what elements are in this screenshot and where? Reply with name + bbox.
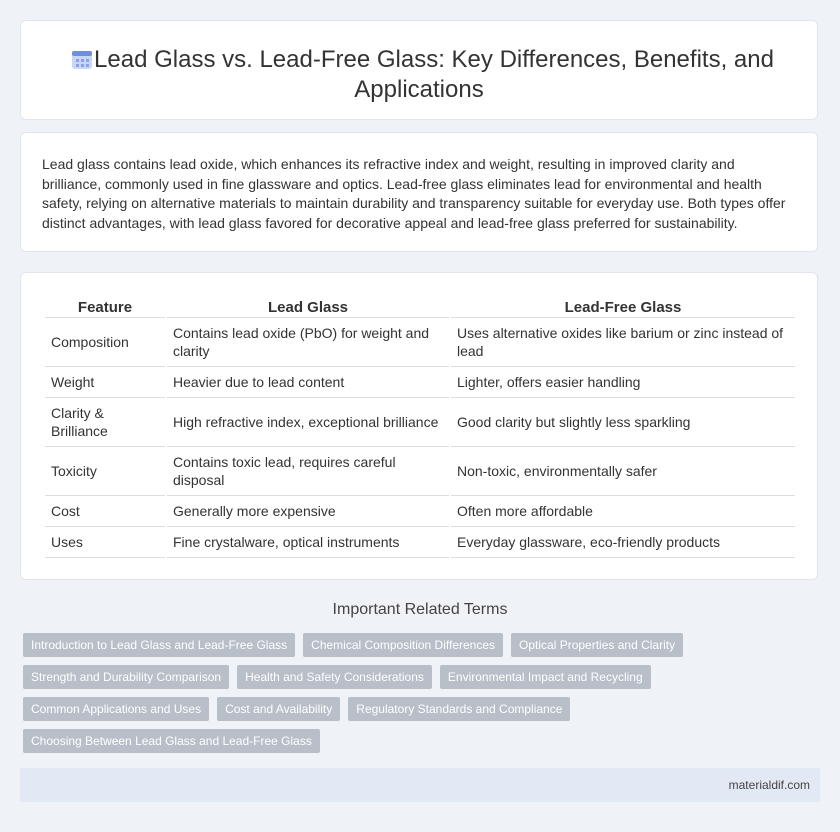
table-cell: Clarity & Brilliance xyxy=(45,398,165,447)
related-term-tag[interactable]: Cost and Availability xyxy=(217,697,340,721)
related-term-tag[interactable]: Introduction to Lead Glass and Lead-Free Glass xyxy=(23,633,295,657)
footer xyxy=(20,768,820,802)
table-cell: Heavier due to lead content xyxy=(167,367,449,398)
related-term-tag[interactable]: Optical Properties and Clarity xyxy=(511,633,683,657)
table-cell: Uses xyxy=(45,527,165,558)
related-term-tag[interactable]: Chemical Composition Differences xyxy=(303,633,503,657)
table-cell: Toxicity xyxy=(45,447,165,496)
table-cell: Composition xyxy=(45,318,165,367)
table-cell: Everyday glassware, eco-friendly products xyxy=(451,527,795,558)
related-term-tag[interactable]: Choosing Between Lead Glass and Lead-Free Glass xyxy=(23,729,320,753)
related-term-tag[interactable]: Regulatory Standards and Compliance xyxy=(348,697,570,721)
comparison-card xyxy=(20,272,818,580)
table-row xyxy=(45,398,795,447)
table-cell: Good clarity but slightly less sparkling xyxy=(451,398,795,447)
page-title-line1: Lead Glass vs. Lead-Free Glass: Key Differences, Benefits, and xyxy=(94,46,774,73)
related-term-tag[interactable]: Strength and Durability Comparison xyxy=(23,665,229,689)
table-cell: Lighter, offers easier handling xyxy=(451,367,795,398)
table-cell: Cost xyxy=(45,496,165,527)
page-title-line2: Applications xyxy=(354,76,484,103)
table-row xyxy=(45,496,795,527)
table-cell: High refractive index, exceptional brilliance xyxy=(167,398,449,447)
table-cell: Fine crystalware, optical instruments xyxy=(167,527,449,558)
related-term-tag[interactable]: Common Applications and Uses xyxy=(23,697,209,721)
title-card xyxy=(20,20,818,120)
table-row xyxy=(45,447,795,496)
table-cell: Non-toxic, environmentally safer xyxy=(451,447,795,496)
related-term-tag[interactable]: Environmental Impact and Recycling xyxy=(440,665,651,689)
table-row xyxy=(45,527,795,558)
comparison-table xyxy=(43,297,797,558)
footer-site-link[interactable]: materialdif.com xyxy=(728,778,810,792)
related-terms-title: Important Related Terms xyxy=(332,601,508,618)
table-row xyxy=(45,367,795,398)
intro-text: Lead glass contains lead oxide, which enhances its refractive index and weight, resulting in improved clarity and brilliance, commonly used in fine glassware and optics. Lead-free glass eliminates lead for environmental and health safety, relying on alternative materials to maintain durability and transparency suitable for everyday use. Both types offer distinct advantages, with lead glass favored for decorative appeal and lead-free glass preferred for sustainability. xyxy=(42,156,786,231)
related-term-tag[interactable]: Health and Safety Considerations xyxy=(237,665,432,689)
page-title xyxy=(21,45,817,105)
header-feature: Feature xyxy=(45,297,165,318)
related-terms-list xyxy=(23,633,723,761)
table-row xyxy=(45,318,795,367)
table-cell: Generally more expensive xyxy=(167,496,449,527)
table-cell: Contains toxic lead, requires careful disposal xyxy=(167,447,449,496)
header-lead-glass: Lead Glass xyxy=(167,297,449,318)
table-cell: Weight xyxy=(45,367,165,398)
intro-card xyxy=(20,132,818,252)
header-lead-free-glass: Lead-Free Glass xyxy=(451,297,795,318)
table-cell: Often more affordable xyxy=(451,496,795,527)
table-cell: Contains lead oxide (PbO) for weight and clarity xyxy=(167,318,449,367)
table-cell: Uses alternative oxides like barium or zinc instead of lead xyxy=(451,318,795,367)
